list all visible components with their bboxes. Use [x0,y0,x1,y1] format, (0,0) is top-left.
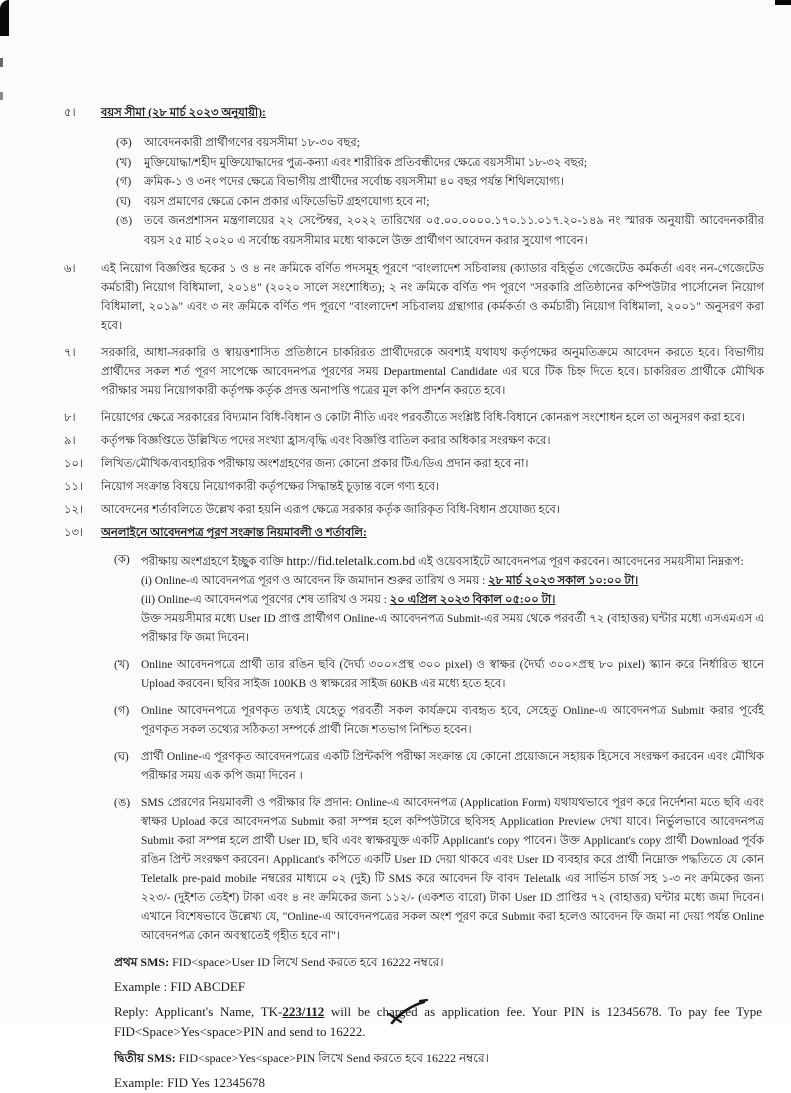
reply-text-post: will be charged as application fee. Your PIN is 12345678. To pay fee Type FID<Space>Yes<space>PIN and send to 16222. [114,1004,762,1039]
clause-5-sub-ka [116,134,764,154]
sub-clause-marker: (ঙ) [114,797,131,809]
first-sms-example: Example : FID ABCDEF [114,979,246,994]
end-date-label: (ii) Online-এ আবেদনপত্র পূরণের শেষ তারিখ ও সময় : [141,594,390,606]
first-sms-text: FID<space>User ID লিখে Send করতে হবে 16222 নম্বরে। [169,955,444,969]
start-date-line [141,572,764,591]
clause-5-heading: বয়স সীমা (২৮ মার্চ ২০২৩ অনুযায়ী): [101,107,266,119]
sub-clause-text: প্রার্থী Online-এ পূরণকৃত আবেদনপত্রের একটি প্রিন্টকপি পরীক্ষা সংক্রান্ত যে কোনো প্রয়োজনে সহায়ক হিসেবে সংরক্ষণ করবেন এবং মৌখিক পরীক্ষার সময় এক কপি জমা দিবেন । [141,751,764,782]
sms-reply-line [114,1002,762,1042]
second-sms-text: FID<space>Yes<space>PIN লিখে Send করতে হবে 16222 নম্বরে। [175,1051,489,1065]
sub-clause-marker: (খ) [114,659,130,671]
clause-13-heading-row [64,524,764,543]
clause-5-sub-kha [116,154,764,174]
clause-5-sub-ga [116,173,764,193]
sub-clause-marker: (ঘ) [116,195,131,208]
clause-number: ১২। [64,504,84,516]
clause-text: কর্তৃপক্ষ বিজ্ঞপ্তিতে উল্লিখিত পদের সংখ্যা হ্রাস/বৃদ্ধি এবং বিজ্ঞপ্তি বাতিল করার অধিকার সংরক্ষণ করে। [101,435,551,447]
clause-13-sub-ka [114,551,764,648]
sub-clause-text: মুক্তিযোদ্ধা/শহীদ মুক্তিযোদ্ধাদের পুত্র-কন্যা এবং শারীরিক প্রতিবন্ধীদের ক্ষেত্রে বয়সসীমা ১৮-৩২ বছর; [144,156,588,169]
fee-deadline-note: উক্ত সময়সীমার মধ্যে User ID প্রাপ্ত প্রার্থীগণ Online-এ আবেদনপত্র Submit-এর সময় থেকে পরবর্তী ৭২ (বাহাত্তর) ঘন্টার মধ্যে এসএমএস এ পরীক্ষার ফি জমা দিবেন। [141,613,764,644]
clause-text: এই নিয়োগ বিজ্ঞপ্তির ছকের ১ ও ৪ নং ক্রমিকে বর্ণিত পদসমূহ পূরণে "বাংলাদেশ সচিবালয় (ক্যাডার বহির্ভূত গেজেটেড কর্মকর্তা এবং নন-গেজেটেড কর্মচারী) নিয়োগ বিধিমালা, ২০১৪" (২০২০ সালে সংশোধিত); ২ নং ক্রমিকে বর্ণিত পদ পূরণে "সরকারি প্রতিষ্ঠানের কম্পিউটার পার্সোনেল নিয়োগ বিধিমালা, ২০১৯" এবং ৩ নং ক্রমিকে বর্ণিত পদ পূরণে "বাংলাদেশ সচিবালয় গ্রন্থাগার (কর্মকর্তা ও কর্মচারী) নিয়োগ বিধিমালা, ২০০১" অনুসরণ করা হবে। [101,263,764,332]
sub-clause-marker: (খ) [116,156,132,169]
clause-13-heading: অনলাইনে আবেদনপত্র পূরণ সংক্রান্ত নিয়মাবলী ও শর্তাবলি: [101,527,367,539]
clause-13-sub-gha [114,748,764,786]
first-sms-line [114,953,764,972]
clause-5-sub-uma [116,212,764,251]
sub-clause-text: তবে জনপ্রশাসন মন্ত্রণালয়ের ২২ সেপ্টেম্বর, ২০২২ তারিখের ০৫.০০.০০০০.১৭০.১১.০১৭.২০-১৪৯ নং স্মারক অনুযায়ী আবেদনকারীর বয়স ২৫ মার্চ ২০২০ এ সর্বোচ্চ বয়সসীমার মধ্যে থাকলে উক্ত প্রার্থীগণ আবেদন করার সুযোগ পাবেন। [144,215,764,247]
sub-clause-marker: (ক) [114,554,130,566]
reply-text-pre: Reply: Applicant's Name, TK- [114,1004,283,1019]
clause-6 [64,260,764,336]
clause-8 [64,409,764,428]
clause-text: সরকারি, আধা-সরকারি ও স্বায়ত্তশাসিত প্রতিষ্ঠানে চাকরিরত প্রার্থীদেরকে অবশ্যই যথাযথ কর্তৃপক্ষের অনুমতিক্রমে আবেদন করতে হবে। বিভাগীয় প্রার্থীদের সকল শর্ত পূরণ সাপেক্ষে আবেদনপত্র পূরণের সময় Departmental Candidate এর ঘরে টিক চিহ্ন দিতে হবে। চাকরিরত প্রার্থীকে মৌখিক পরীক্ষার সময় নিয়োগকারী কর্তৃপক্ষ কর্তৃক প্রদত্ত অনাপত্তি পত্রের মূল কপি প্রদর্শন করতে হবে। [101,347,764,397]
sub-clause-marker: (ক) [116,137,132,149]
clause-10 [64,455,764,474]
clause-11 [64,478,764,497]
start-date-label: (i) Online-এ আবেদনপত্র পূরণ ও আবেদন ফি জমাদান শুরুর তারিখ ও সময় : [141,575,489,587]
sub-clause-text: Online আবেদনপত্রে পূরণকৃত তথ্যই যেহেতু পরবর্তী সকল কার্যক্রমে ব্যবহৃত হবে, সেহেতু Online-এ আবেদনপত্র Submit করার পূর্বেই পূরণকৃত সকল তথ্যের সঠিকতা সম্পর্কে প্রার্থী নিজে শতভাগ নিশ্চিত হবেন। [141,705,764,736]
second-sms-label: দ্বিতীয় SMS: [114,1051,176,1065]
second-sms-line [114,1049,764,1068]
clause-number: ১৩। [64,527,84,539]
website-line-rest: এই ওয়েবসাইটে আবেদনপত্র পূরণ করবেন। আবেদনের সময়সীমা নিম্নরূপ: [415,556,744,568]
clause-number: ১১। [64,481,84,493]
clause-text: নিয়োগ সংক্রান্ত বিষয়ে নিয়োগকারী কর্তৃপক্ষের সিদ্ধান্তই চূড়ান্ত বলে গণ্য হবে। [101,481,440,493]
website-line-intro: পরীক্ষায় অংশগ্রহণে ইচ্ছুক ব্যক্তি [141,556,287,568]
clause-text: নিয়োগের ক্ষেত্রে সরকারের বিদ্যমান বিধি-বিধান ও কোটা নীতি এবং পরবর্তীতে সংশ্লিষ্ট বিধি-বিধানে কোনরূপ সংশোধন হলে তা অনুসরণ করা হবে। [101,412,745,424]
clause-number: ৮। [64,412,76,424]
scan-artifact-left-edge-icon [0,92,3,100]
second-sms-example: Example: FID Yes 12345678 [114,1075,265,1090]
clause-number: ৬। [64,263,76,275]
clause-13-sub-uma [114,794,764,946]
clause-number: ৫। [64,107,76,119]
application-website-line [141,551,764,572]
clause-13-sub-kha [114,656,764,694]
clause-7 [64,344,764,401]
clause-number: ৭। [64,347,76,359]
clause-5-sub-gha [116,193,764,213]
end-date-line [141,591,764,610]
clause-5-heading-row [64,104,764,123]
sub-clause-text: Online আবেদনপত্রে প্রার্থী তার রঙিন ছবি (দৈর্ঘ্য ৩০০×প্রস্থ ৩০০ pixel) ও স্বাক্ষর (দৈর্ঘ্য ৩০০×প্রস্থ ৮০ pixel) স্ক্যান করে নির্ধারিত স্থানে Upload করবেন। ছবির সাইজ 100KB ও স্বাক্ষরের সাইজ 60KB এর মধ্যে হতে হবে। [141,659,764,690]
sub-clause-marker: (ঘ) [114,751,129,763]
clause-text: লিখিত/মৌখিক/ব্যবহারিক পরীক্ষায় অংশগ্রহণের জন্য কোনো প্রকার টিএ/ডিএ প্রদান করা হবে না। [101,458,529,470]
scan-artifact-top-left-icon [0,0,9,36]
end-date-value: ২০ এপ্রিল ২০২৩ বিকাল ০৫:০০ টা। [389,594,556,606]
sms-rules-text: SMS প্রেরণের নিয়মাবলী ও পরীক্ষার ফি প্রদান: Online-এ আবেদনপত্র (Application Form) যথাযথভাবে পূরণ করে নির্দেশনা মতে ছবি এবং স্বাক্ষর Upload করে আবেদনপত্র Submit করা সম্পন্ন হলে কম্পিউটারে ছবিসহ Application Preview দেখা যাবে। নির্ভুলভাবে আবেদনপত্র Submit করা সম্পন্ন হলে প্রার্থী User ID, ছবি এবং স্বাক্ষরযুক্ত একটি Applicant's copy পাবেন। উক্ত Applicant's copy প্রার্থী Download পূর্বক রঙিন প্রিন্ট সংরক্ষণ করবেন। Applicant's কপিতে একটি User ID দেয়া থাকবে এবং User ID ব্যবহার করে প্রার্থী নিম্নোক্ত পদ্ধতিতে যে কোন Teletalk pre-paid mobile নম্বরের মাধ্যমে ০২ (দুই) টি SMS করে আবেদন ফি বাবদ Teletalk এর সার্ভিস চার্জ সহ ১-৩ নং ক্রমিকের জন্য ২২৩/- (দুইশত তেইশ) টাকা এবং ৪ নং ক্রমিকের জন্য ১১২/- (একশত বারো) টাকা User ID প্রাপ্তির ৭২ (বাহাত্তর) ঘন্টার মধ্যে জমা দিবেন। এখানে বিশেষভাবে উল্লেখ্য যে, "Online-এ আবেদনপত্রের সকল অংশ পূরণ করে Submit করা হলেও আবেদন ফি জমা না দেয়া পর্যন্ত Online আবেদনপত্র কোন অবস্থাতেই গৃহীত হবে না"। [141,797,764,942]
sub-clause-text: বয়স প্রমাণের ক্ষেত্রে কোন প্রকার এফিডেভিট গ্রহণযোগ্য হবে না; [144,195,430,208]
document-content [64,104,764,1093]
scan-artifact-top-right-icon [775,0,791,5]
clause-9 [64,432,764,451]
reply-fee-amount: 223/112 [282,1004,325,1019]
first-sms-label: প্রথম SMS: [114,955,170,969]
clause-13-sub-ga [114,702,764,740]
sub-clause-marker: (ঙ) [116,215,133,227]
sub-clause-marker: (গ) [116,176,132,188]
start-date-value: ২৮ মার্চ ২০২৩ সকাল ১০:০০ টা। [488,575,639,587]
scan-artifact-left-edge-icon [0,58,3,67]
clause-text: আবেদনের শর্তাবলিতে উল্লেখ করা হয়নি এরূপ ক্ষেত্রে সরকার কর্তৃক জারিকৃত বিধি-বিধান প্রযোজ্য হবে। [101,504,560,516]
sub-clause-marker: (গ) [114,705,130,717]
clause-12 [64,501,764,520]
clause-number: ৯। [64,435,76,447]
sub-clause-text: আবেদনকারী প্রার্থীগণের বয়সসীমা ১৮-৩০ বছর; [144,137,360,149]
sub-clause-text: ক্রমিক-১ ও ৩নং পদের ক্ষেত্রে বিভাগীয় প্রার্থীদের সর্বোচ্চ বয়সসীমা ৪০ বছর পর্যন্ত শিথিলযোগ্য। [144,176,565,188]
clause-number: ১০। [64,458,84,470]
application-url: http://fid.teletalk.com.bd [286,553,416,568]
